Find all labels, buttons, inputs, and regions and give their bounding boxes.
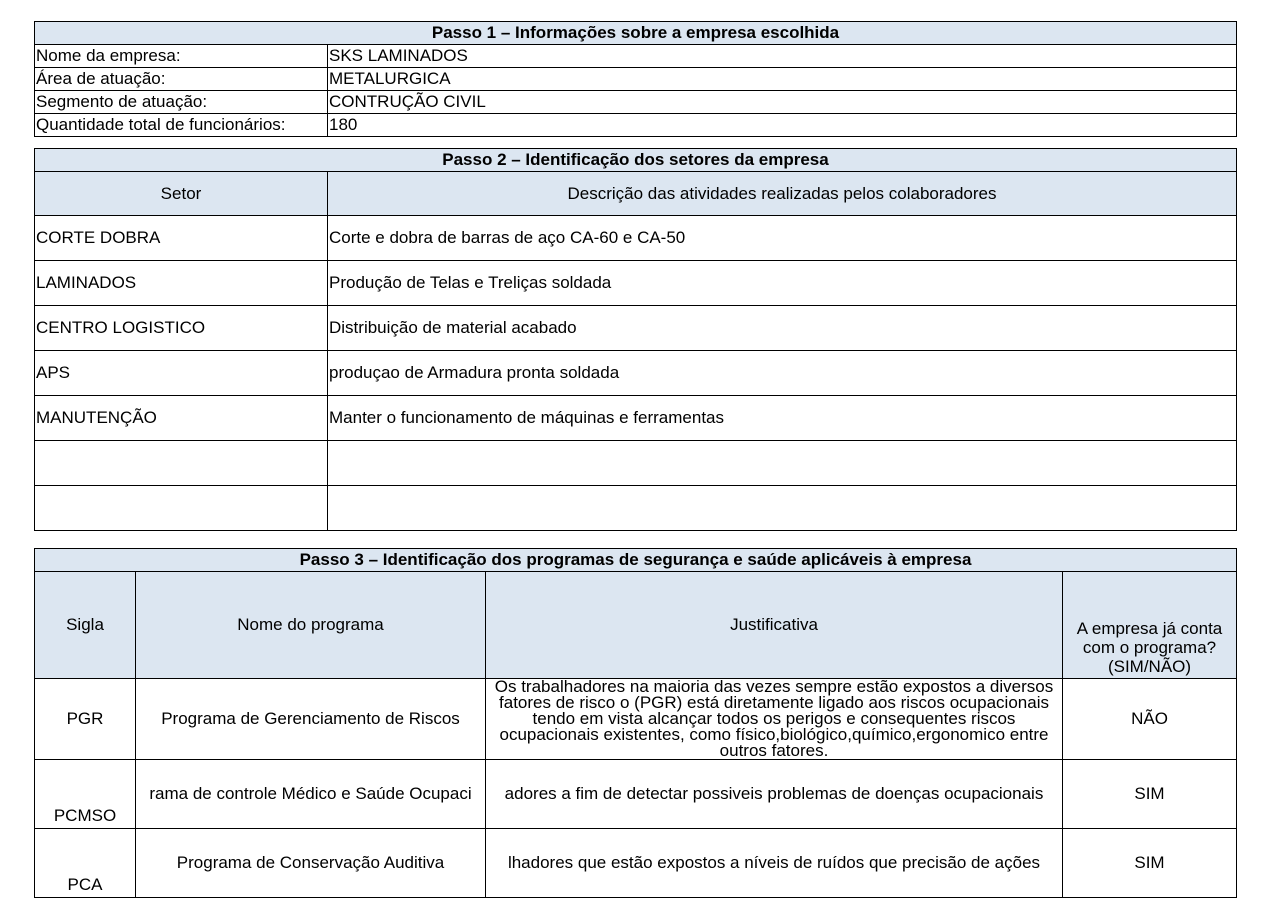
table-row xyxy=(35,91,1237,114)
setor-cell: CENTRO LOGISTICO xyxy=(35,306,328,351)
table-row xyxy=(35,216,1237,261)
field-value: CONTRUÇÃO CIVIL xyxy=(328,91,1237,114)
justificativa-cell xyxy=(486,760,1063,829)
table-row xyxy=(35,829,1237,898)
descricao-cell xyxy=(328,486,1237,531)
table-row xyxy=(35,486,1237,531)
field-value: 180 xyxy=(328,114,1237,137)
setor-cell xyxy=(35,486,328,531)
passo2-table xyxy=(34,148,1237,531)
setor-cell: LAMINADOS xyxy=(35,261,328,306)
col-header-descricao: Descrição das atividades realizadas pelos colaboradores xyxy=(328,172,1237,216)
descricao-cell: Distribuição de material acabado xyxy=(328,306,1237,351)
setor-cell: CORTE DOBRA xyxy=(35,216,328,261)
justificativa-text: lhadores que estão expostos a níveis de ruídos que precisão de ações xyxy=(507,853,1041,872)
conta-cell: SIM xyxy=(1063,829,1237,898)
passo2-title: Passo 2 – Identificação dos setores da empresa xyxy=(35,149,1237,172)
passo1-title: Passo 1 – Informações sobre a empresa escolhida xyxy=(35,22,1237,45)
nome-cell xyxy=(136,760,486,829)
justificativa-cell: Os trabalhadores na maioria das vezes sempre estão expostos a diversos fatores de risco o (PGR) está diretamente ligado aos riscos ocupacionais tendo em vista alcançar todos os perigos e consequentes riscos ocupacionais existentes, como físico,biológico,químico,ergonomico entre outros fatores. xyxy=(486,679,1063,760)
sigla-cell: PGR xyxy=(35,679,136,760)
col-header-nome: Nome do programa xyxy=(136,572,486,679)
col-header-conta: A empresa já conta com o programa? (SIM/NÃO) xyxy=(1063,572,1237,679)
field-value: METALURGICA xyxy=(328,68,1237,91)
setor-cell xyxy=(35,441,328,486)
setor-cell: APS xyxy=(35,351,328,396)
table-row xyxy=(35,441,1237,486)
field-value: SKS LAMINADOS xyxy=(328,45,1237,68)
justificativa-text: adores a fim de detectar possiveis problemas de doenças ocupacionais xyxy=(504,784,1044,803)
setor-cell: MANUTENÇÃO xyxy=(35,396,328,441)
table-row xyxy=(35,396,1237,441)
descricao-cell: Produção de Telas e Treliças soldada xyxy=(328,261,1237,306)
descricao-cell xyxy=(328,441,1237,486)
passo3-table xyxy=(34,548,1237,898)
col-header-justificativa: Justificativa xyxy=(486,572,1063,679)
descricao-cell: Manter o funcionamento de máquinas e ferramentas xyxy=(328,396,1237,441)
passo3-title: Passo 3 – Identificação dos programas de segurança e saúde aplicáveis à empresa xyxy=(35,549,1237,572)
sigla-cell: PCMSO xyxy=(35,760,136,829)
table-row xyxy=(35,45,1237,68)
nome-cell: Programa de Gerenciamento de Riscos xyxy=(136,679,486,760)
table-row xyxy=(35,679,1237,760)
col-header-setor: Setor xyxy=(35,172,328,216)
conta-cell: SIM xyxy=(1063,760,1237,829)
table-row xyxy=(35,261,1237,306)
field-label: Segmento de atuação: xyxy=(35,91,328,114)
field-label: Nome da empresa: xyxy=(35,45,328,68)
field-label: Área de atuação: xyxy=(35,68,328,91)
table-row xyxy=(35,114,1237,137)
sigla-cell: PCA xyxy=(35,829,136,898)
table-row xyxy=(35,760,1237,829)
nome-text: rama de controle Médico e Saúde Ocupaci xyxy=(149,784,472,803)
descricao-cell: produçao de Armadura pronta soldada xyxy=(328,351,1237,396)
passo1-table xyxy=(34,21,1237,137)
col-header-sigla: Sigla xyxy=(35,572,136,679)
table-row xyxy=(35,306,1237,351)
table-row xyxy=(35,351,1237,396)
descricao-cell: Corte e dobra de barras de aço CA-60 e CA-50 xyxy=(328,216,1237,261)
table-row xyxy=(35,68,1237,91)
justificativa-cell xyxy=(486,829,1063,898)
nome-cell: Programa de Conservação Auditiva xyxy=(136,829,486,898)
conta-cell: NÃO xyxy=(1063,679,1237,760)
field-label: Quantidade total de funcionários: xyxy=(35,114,328,137)
